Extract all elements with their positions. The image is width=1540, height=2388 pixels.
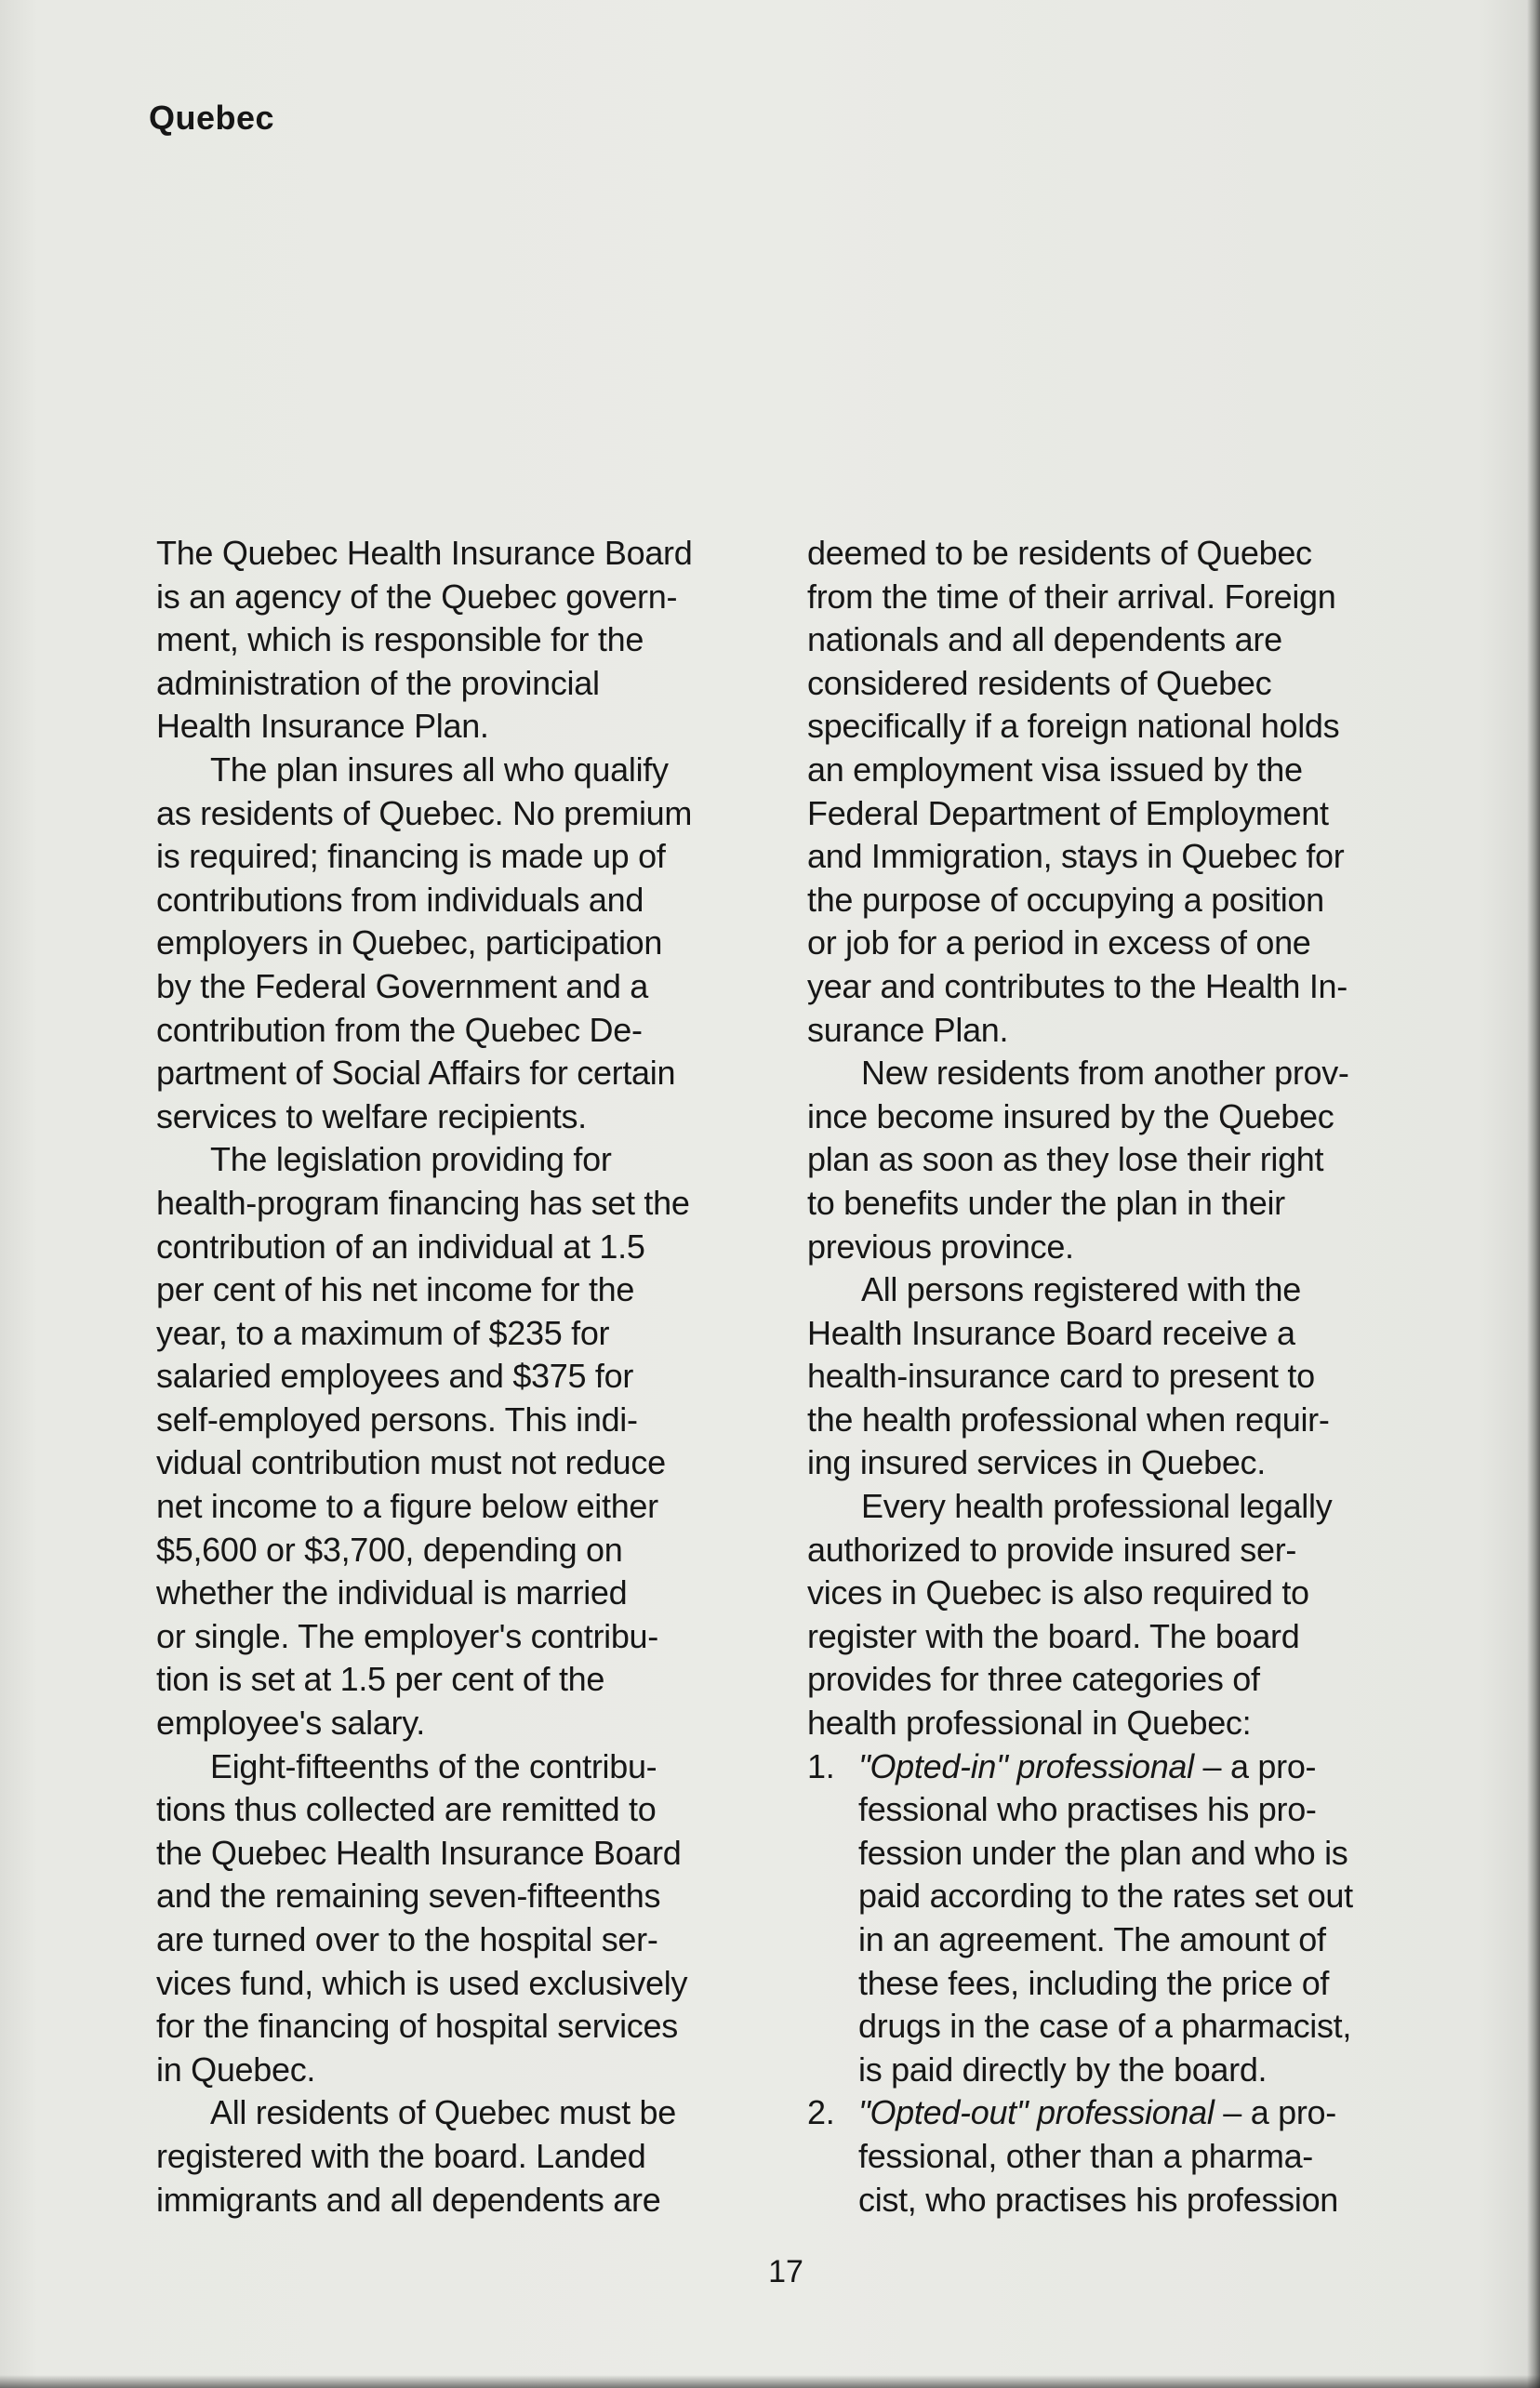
text-line: partment of Social Affairs for certain — [156, 1054, 676, 1093]
right-column — [807, 532, 1421, 2222]
text-line: surance Plan. — [807, 1010, 1009, 1049]
page-bottom-shadow — [0, 2375, 1540, 2388]
text-line: from the time of their arrival. Foreign — [807, 577, 1336, 616]
text-line: drugs in the case of a pharmacist, — [858, 2007, 1352, 2046]
text-line: contribution of an individual at 1.5 — [156, 1227, 645, 1266]
text-line: fessional who practises his pro- — [858, 1790, 1317, 1829]
text-line: self-employed persons. This indi- — [156, 1400, 638, 1439]
text-line: paid according to the rates set out — [858, 1877, 1353, 1916]
text-line: fessional, other than a pharma- — [858, 2136, 1313, 2175]
text-line: these fees, including the price of — [858, 1963, 1330, 2002]
text-line: previous province. — [807, 1227, 1074, 1266]
text-line: contributions from individuals and — [156, 880, 644, 919]
text-line: are turned over to the hospital ser- — [156, 1920, 658, 1958]
text-line: All persons registered with the — [861, 1270, 1301, 1309]
text-line: nationals and all dependents are — [807, 620, 1282, 659]
text-line: Every health professional legally — [861, 1487, 1333, 1526]
page-edge-shadow — [1527, 0, 1540, 2388]
text-line: cist, who practises his profession — [858, 2180, 1339, 2219]
text-line: employers in Quebec, participation — [156, 923, 663, 962]
text-line: The legislation providing for — [210, 1140, 612, 1179]
text-line: in an agreement. The amount of — [858, 1920, 1326, 1958]
text-line: is paid directly by the board. — [858, 2050, 1268, 2089]
list-item-2-first-line — [807, 2091, 1421, 2135]
text-line: is required; financing is made up of — [156, 837, 666, 876]
text-line: ment, which is responsible for the — [156, 620, 644, 659]
text-line: specifically if a foreign national holds — [807, 707, 1340, 746]
text-line: tions thus collected are remitted to — [156, 1790, 657, 1829]
text-line: registered with the board. Landed — [156, 2136, 646, 2175]
text-line: net income to a figure below either — [156, 1487, 658, 1526]
list-item-term: "Opted-in" professional — [858, 1746, 1194, 1785]
list-item-1-continuation — [807, 1788, 1421, 2091]
text-line: and Immigration, stays in Quebec for — [807, 837, 1345, 876]
text-line: $5,600 or $3,700, depending on — [156, 1530, 623, 1569]
text-line: Eight-fifteenths of the contribu- — [210, 1746, 657, 1785]
text-line: services to welfare recipients. — [156, 1096, 587, 1135]
text-line: contribution from the Quebec De- — [156, 1010, 643, 1049]
text-line: and the remaining seven-fifteenths — [156, 1877, 661, 1916]
text-line: salaried employees and $375 for — [156, 1357, 634, 1396]
text-line: year and contributes to the Health In- — [807, 966, 1348, 1005]
text-line: health professional in Quebec: — [807, 1704, 1252, 1743]
text-line: tion is set at 1.5 per cent of the — [156, 1660, 605, 1699]
list-item-2-continuation — [807, 2135, 1421, 2222]
text-line: or job for a period in excess of one — [807, 923, 1311, 962]
text-line: per cent of his net income for the — [156, 1270, 635, 1309]
page-number: 17 — [768, 2254, 803, 2289]
text-line: the purpose of occupying a position — [807, 880, 1324, 919]
text-line: year, to a maximum of $235 for — [156, 1313, 610, 1352]
text-line: New residents from another prov- — [861, 1054, 1349, 1093]
text-line: health-program financing has set the — [156, 1183, 690, 1222]
text-line: the Quebec Health Insurance Board — [156, 1833, 682, 1872]
text-line: in Quebec. — [156, 2050, 316, 2089]
text-line: by the Federal Government and a — [156, 966, 649, 1005]
text-line: as residents of Quebec. No premium — [156, 793, 693, 832]
list-item-text: – a pro- — [1214, 2093, 1336, 2132]
text-line: authorized to provide insured ser- — [807, 1530, 1297, 1569]
text-line: Health Insurance Board receive a — [807, 1313, 1295, 1352]
text-line: ince become insured by the Quebec — [807, 1096, 1334, 1135]
text-line: administration of the provincial — [156, 663, 600, 702]
list-item-text: – a pro- — [1193, 1746, 1317, 1785]
list-item-1-first-line — [807, 1745, 1421, 1789]
text-line: Health Insurance Plan. — [156, 707, 489, 746]
text-line: an employment visa issued by the — [807, 750, 1303, 789]
text-line: vices fund, which is used exclusively — [156, 1963, 688, 2002]
text-line: fession under the plan and who is — [858, 1833, 1348, 1872]
text-line: Federal Department of Employment — [807, 793, 1329, 832]
text-line: provides for three categories of — [807, 1660, 1260, 1699]
text-line: whether the individual is married — [156, 1573, 628, 1612]
list-item-number: 2. — [807, 2093, 835, 2132]
text-line: vices in Quebec is also required to — [807, 1573, 1309, 1612]
right-column-paragraphs — [807, 532, 1421, 1745]
text-line: ing insured services in Quebec. — [807, 1443, 1266, 1482]
text-line: The Quebec Health Insurance Board — [156, 534, 693, 572]
text-line: employee's salary. — [156, 1704, 425, 1743]
text-line: The plan insures all who qualify — [210, 750, 669, 789]
text-line: plan as soon as they lose their right — [807, 1140, 1324, 1179]
text-line: immigrants and all dependents are — [156, 2180, 661, 2219]
text-line: for the financing of hospital services — [156, 2007, 678, 2046]
text-line: vidual contribution must not reduce — [156, 1443, 666, 1482]
text-line: is an agency of the Quebec govern- — [156, 577, 678, 616]
text-line: All residents of Quebec must be — [210, 2093, 676, 2132]
text-line: deemed to be residents of Quebec — [807, 534, 1312, 572]
text-line: register with the board. The board — [807, 1616, 1300, 1655]
text-line: to benefits under the plan in their — [807, 1183, 1285, 1222]
running-head: Quebec — [149, 99, 275, 137]
text-line: the health professional when requir- — [807, 1400, 1330, 1439]
list-item-number: 1. — [807, 1746, 835, 1785]
text-line: health-insurance card to present to — [807, 1357, 1315, 1396]
text-line: or single. The employer's contribu- — [156, 1616, 658, 1655]
list-item-term: "Opted-out" professional — [858, 2093, 1215, 2132]
left-column — [156, 532, 770, 2222]
text-line: considered residents of Quebec — [807, 663, 1272, 702]
